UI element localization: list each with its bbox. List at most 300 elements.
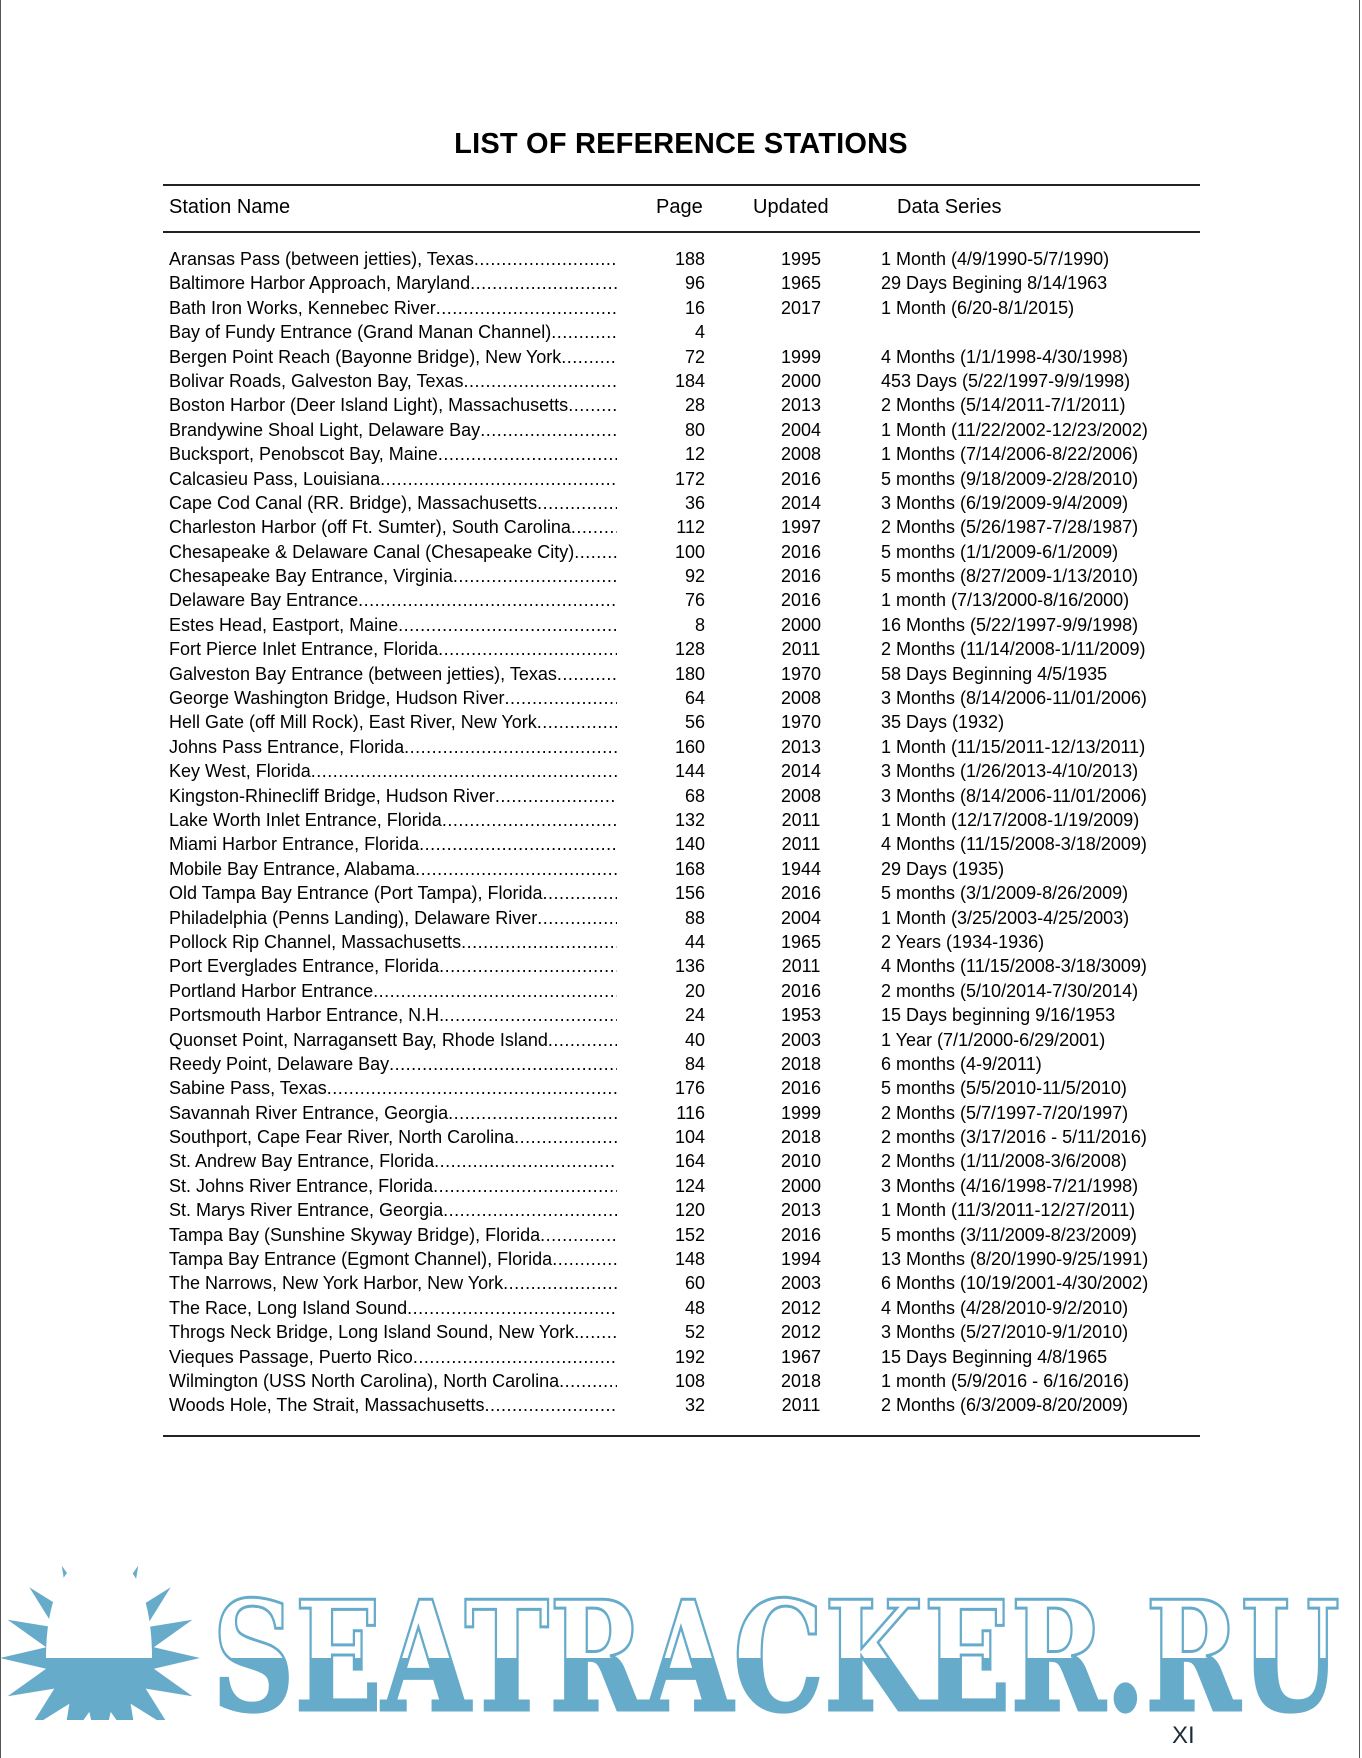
table-row [169,954,1209,978]
station-name: Throgs Neck Bridge, Long Island Sound, New York. [169,1322,580,1343]
table-row [169,930,1209,954]
dot-leader [540,1223,617,1247]
station-name: Port Everglades Entrance, Florida [169,956,440,977]
table-row [169,686,1209,710]
updated-cell: 2018 [780,1053,822,1074]
station-name-cell [169,1369,617,1393]
station-name-cell [169,1223,617,1247]
station-name: Calcasieu Pass, Louisiana [169,468,381,489]
data-series-cell: 5 months (3/11/2009-8/23/2009) [881,1224,1137,1245]
page-cell: 48 [684,1297,705,1318]
updated-cell: 1944 [780,858,822,879]
data-series-cell: 3 Months (8/14/2006-11/01/2006) [881,785,1147,806]
dot-leader [505,686,617,710]
station-name-cell [169,418,617,442]
dot-leader [407,1296,617,1320]
updated-cell: 2013 [780,395,822,416]
station-table [169,247,1209,1418]
sun-icon [0,1555,200,1720]
dot-leader [503,1271,617,1295]
station-name: Pollock Rip Channel, Massachusetts [169,931,462,952]
header-bottom-rule [163,231,1200,233]
page-cell: 92 [684,566,705,587]
station-name-cell [169,613,617,637]
updated-cell: 2016 [780,468,822,489]
updated-cell: 1967 [780,1346,822,1367]
table-row [169,1174,1209,1198]
page-cell: 128 [674,639,705,660]
station-name: Hell Gate (off Mill Rock), East River, New York [169,712,537,733]
station-name-cell [169,540,617,564]
station-name-cell [169,1076,617,1100]
updated-cell: 2014 [780,761,822,782]
station-name: Quonset Point, Narragansett Bay, Rhode Island [169,1029,548,1050]
station-name-cell [169,979,617,1003]
dot-leader [579,1320,617,1344]
table-row [169,1345,1209,1369]
dot-leader [419,832,617,856]
station-name-cell [169,1198,617,1222]
updated-cell: 2016 [780,566,822,587]
table-row [169,1223,1209,1247]
table-row [169,662,1209,686]
data-series-cell: 6 months (4-9/2011) [881,1053,1042,1074]
station-name: Kingston-Rhinecliff Bridge, Hudson River [169,785,495,806]
station-name-cell [169,393,617,417]
updated-cell: 2013 [780,736,822,757]
page-cell: 12 [684,444,705,465]
station-name: Woods Hole, The Strait, Massachusetts [169,1395,485,1416]
data-series-cell: 2 Years (1934-1936) [881,931,1045,952]
data-series-cell: 5 months (3/1/2009-8/26/2009) [881,883,1129,904]
table-row [169,1271,1209,1295]
station-name: Mobile Bay Entrance, Alabama [169,858,416,879]
page-cell: 120 [674,1200,705,1221]
station-name: Baltimore Harbor Approach, Maryland [169,273,471,294]
dot-leader [311,759,617,783]
updated-cell: 2008 [780,444,822,465]
data-series-cell: 5 months (8/27/2009-1/13/2010) [881,566,1139,587]
dot-leader [537,906,617,930]
page-cell: 176 [674,1078,705,1099]
dot-leader [571,515,617,539]
table-row [169,759,1209,783]
updated-cell: 2016 [780,1078,822,1099]
data-series-cell: 3 Months (4/16/1998-7/21/1998) [881,1175,1139,1196]
table-row [169,1393,1209,1417]
page-cell: 68 [684,785,705,806]
station-name-cell [169,784,617,808]
station-name: Miami Harbor Entrance, Florida [169,834,420,855]
station-name: Cape Cod Canal (RR. Bridge), Massachusetts [169,492,538,513]
station-name: Delaware Bay Entrance [169,590,359,611]
page-cell: 84 [684,1053,705,1074]
table-row [169,735,1209,759]
updated-cell: 2000 [780,1175,822,1196]
page-cell: 60 [684,1273,705,1294]
station-name-cell [169,710,617,734]
page-title: LIST OF REFERENCE STATIONS [454,128,908,160]
table-row [169,515,1209,539]
station-name-cell [169,491,617,515]
dot-leader [537,710,617,734]
updated-cell: 1970 [780,712,822,733]
station-name-cell [169,686,617,710]
updated-cell: 2016 [780,590,822,611]
table-row [169,247,1209,271]
updated-cell: 2003 [780,1273,822,1294]
station-name-cell [169,662,617,686]
station-name-cell [169,637,617,661]
updated-cell: 1994 [780,1249,822,1270]
dot-leader [433,1174,617,1198]
dot-leader [358,588,617,612]
table-row [169,906,1209,930]
data-series-cell: 2 Months (5/14/2011-7/1/2011) [881,395,1126,416]
station-name-cell [169,735,617,759]
dot-leader [559,1369,617,1393]
table-row [169,369,1209,393]
data-series-cell: 1 Month (3/25/2003-4/25/2003) [881,907,1130,928]
station-name-cell [169,1149,617,1173]
dot-leader [543,881,618,905]
dot-leader [552,1247,617,1271]
dot-leader [438,637,617,661]
updated-cell: 2011 [781,956,821,977]
data-series-cell: 2 Months (1/11/2008-3/6/2008) [881,1151,1127,1172]
updated-cell: 1997 [780,517,822,538]
page-cell: 116 [676,1102,705,1123]
data-series-cell: 15 Days beginning 9/16/1953 [881,1005,1116,1026]
dot-leader [474,247,617,271]
dot-leader [380,467,617,491]
table-row [169,467,1209,491]
station-name: Key West, Florida [169,761,311,782]
station-name-cell [169,832,617,856]
page-cell: 96 [684,273,705,294]
station-name-cell [169,271,617,295]
table-row [169,1296,1209,1320]
table-row [169,613,1209,637]
page-cell: 88 [684,907,705,928]
station-name-cell [169,515,617,539]
updated-cell: 1970 [780,663,822,684]
table-row [169,1198,1209,1222]
table-row [169,564,1209,588]
table-row [169,1320,1209,1344]
page-cell: 8 [694,614,705,635]
dot-leader [439,954,617,978]
data-series-cell: 29 Days Begining 8/14/1963 [881,273,1108,294]
table-row [169,881,1209,905]
station-name: Southport, Cape Fear River, North Carolina [169,1127,515,1148]
table-row [169,637,1209,661]
station-name-cell [169,1247,617,1271]
data-series-cell: 4 Months (4/28/2010-9/2/2010) [881,1297,1129,1318]
data-series-cell: 1 Months (7/14/2006-8/22/2006) [881,444,1139,465]
table-row [169,271,1209,295]
page-cell: 108 [674,1370,705,1391]
data-series-cell: 13 Months (8/20/1990-9/25/1991) [881,1249,1149,1270]
dot-leader [470,271,617,295]
page-cell: 192 [674,1346,705,1367]
page-cell: 112 [676,517,705,538]
page-cell: 188 [674,249,705,269]
table-row [169,1003,1209,1027]
updated-cell: 1999 [780,346,822,367]
updated-cell: 2017 [780,297,822,318]
dot-leader [413,1345,617,1369]
dot-leader [444,1003,617,1027]
table-row [169,296,1209,320]
page-cell: 156 [674,883,705,904]
station-name: Sabine Pass, Texas [169,1078,327,1099]
data-series-cell: 29 Days (1935) [881,858,1005,879]
updated-cell: 2018 [780,1127,822,1148]
dot-leader [436,296,617,320]
station-name-cell [169,442,617,466]
data-series-cell: 1 month (7/13/2000-8/16/2000) [881,590,1130,611]
table-row [169,442,1209,466]
header-station-name: Station Name [169,196,291,218]
station-name-cell [169,1296,617,1320]
station-name-cell [169,345,617,369]
data-series-cell: 1 Month (11/3/2011-12/27/2011) [881,1200,1136,1221]
data-series-cell: 3 Months (8/14/2006-11/01/2006) [881,688,1147,709]
station-name: George Washington Bridge, Hudson River [169,688,505,709]
dot-leader [551,320,617,344]
updated-cell: 2016 [780,883,822,904]
dot-leader [495,784,617,808]
station-name: St. Johns River Entrance, Florida [169,1175,434,1196]
dot-leader [480,418,617,442]
updated-cell: 2016 [780,1224,822,1245]
dot-leader [548,1028,617,1052]
data-series-cell: 2 Months (6/3/2009-8/20/2009) [881,1395,1129,1416]
updated-cell: 1953 [780,1005,822,1026]
dot-leader [484,1393,617,1417]
dot-leader [448,1101,617,1125]
page-cell: 144 [674,761,705,782]
station-name: Chesapeake & Delaware Canal (Chesapeake City) [169,541,575,562]
dot-leader [404,735,617,759]
updated-cell: 2000 [780,614,822,635]
station-name: Chesapeake Bay Entrance, Virginia [169,566,453,587]
station-name-cell [169,320,617,344]
station-name: Savannah River Entrance, Georgia [169,1102,449,1123]
station-name-cell [169,1271,617,1295]
page-cell: 72 [684,346,705,367]
data-series-cell: 2 Months (5/26/1987-7/28/1987) [881,517,1139,538]
table-row [169,540,1209,564]
data-series-cell: 1 month (5/9/2016 - 6/16/2016) [881,1370,1130,1391]
updated-cell: 2011 [781,834,821,855]
station-name-cell [169,808,617,832]
page-cell: 180 [674,663,705,684]
updated-cell: 2004 [780,419,822,440]
data-series-cell: 2 Months (11/14/2008-1/11/2009) [881,639,1146,660]
table-row [169,979,1209,1003]
page-cell: 32 [684,1395,705,1416]
data-series-cell: 15 Days Beginning 4/8/1965 [881,1346,1108,1367]
seatracker-watermark-logo [0,1550,1362,1720]
data-series-cell: 2 months (3/17/2016 - 5/11/2016) [881,1127,1147,1148]
page-cell: 40 [684,1029,705,1050]
header-top-rule [163,184,1200,186]
station-name: St. Andrew Bay Entrance, Florida [169,1151,435,1172]
table-row [169,808,1209,832]
station-name-cell [169,906,617,930]
data-series-cell: 1 Year (7/1/2000-6/29/2001) [881,1029,1106,1050]
table-row [169,491,1209,515]
station-name-cell [169,881,617,905]
station-name-cell [169,369,617,393]
table-row [169,320,1209,344]
header-data-series: Data Series [897,196,1002,218]
dot-leader [373,979,617,1003]
station-name-cell [169,1052,617,1076]
page-cell: 152 [674,1224,705,1245]
updated-cell: 1995 [780,249,822,269]
page-cell: 132 [674,809,705,830]
updated-cell: 2008 [780,688,822,709]
data-series-cell: 453 Days (5/22/1997-9/9/1998) [881,370,1131,391]
updated-cell: 2011 [781,639,821,660]
updated-cell: 2016 [780,541,822,562]
page-cell: 172 [674,468,705,489]
station-name: Portland Harbor Entrance [169,980,374,1001]
updated-cell: 2012 [780,1322,822,1343]
station-name-cell [169,1003,617,1027]
updated-cell: 2008 [780,785,822,806]
page-cell: 168 [674,858,705,879]
data-series-cell: 35 Days (1932) [881,712,1005,733]
page-cell: 4 [694,322,705,343]
updated-cell: 2004 [780,907,822,928]
updated-cell: 2011 [781,809,821,830]
station-name-cell [169,1320,617,1344]
table-row [169,1052,1209,1076]
dot-leader [415,857,617,881]
table-row [169,588,1209,612]
updated-cell: 2013 [780,1200,822,1221]
page-cell: 160 [674,736,705,757]
dot-leader [327,1076,617,1100]
station-name-cell [169,954,617,978]
updated-cell: 2016 [780,980,822,1001]
station-name-cell [169,759,617,783]
table-row [169,393,1209,417]
data-series-cell: 1 Month (4/9/1990-5/7/1990) [881,249,1110,269]
updated-cell: 2014 [780,492,822,513]
updated-cell: 2010 [780,1151,822,1172]
page-border-left [0,0,1,1758]
station-name: Fort Pierce Inlet Entrance, Florida [169,639,439,660]
table-row [169,418,1209,442]
station-name: Tampa Bay Entrance (Egmont Channel), Florida [169,1249,553,1270]
station-name: Philadelphia (Penns Landing), Delaware River [169,907,538,928]
data-series-cell: 4 Months (11/15/2008-3/18/2009) [881,834,1147,855]
table-row [169,1149,1209,1173]
page-cell: 184 [674,370,705,391]
dot-leader [438,442,617,466]
updated-cell: 2000 [780,370,822,391]
station-name: Brandywine Shoal Light, Delaware Bay [169,419,481,440]
page-cell: 76 [684,590,705,611]
page-cell: 64 [684,688,705,709]
station-name-cell [169,1393,617,1417]
station-name: Bolivar Roads, Galveston Bay, Texas [169,370,464,391]
table-row [169,784,1209,808]
updated-cell: 1965 [780,931,822,952]
header-updated: Updated [753,196,829,218]
page-cell: 44 [684,931,705,952]
station-name: Portsmouth Harbor Entrance, N.H. [169,1005,445,1026]
station-name: The Narrows, New York Harbor, New York [169,1273,504,1294]
table-row [169,710,1209,734]
watermark-text: SEATRACKER.RU [212,1567,1340,1720]
dot-leader [561,345,617,369]
updated-cell: 1999 [780,1102,822,1123]
dot-leader [568,393,617,417]
data-series-cell: 5 months (5/5/2010-11/5/2010) [881,1078,1127,1099]
dot-leader [574,540,617,564]
dot-leader [537,491,617,515]
page-cell: 136 [674,956,705,977]
table-row [169,1247,1209,1271]
station-name: Bay of Fundy Entrance (Grand Manan Channel) [169,322,552,343]
table-row [169,1101,1209,1125]
page-cell: 104 [674,1127,705,1148]
page-cell: 124 [674,1175,705,1196]
station-name-cell [169,467,617,491]
page-cell: 100 [674,541,705,562]
dot-leader [557,662,617,686]
station-name: Old Tampa Bay Entrance (Port Tampa), Florida [169,883,543,904]
page-cell: 28 [684,395,705,416]
station-name-cell [169,1028,617,1052]
data-series-cell: 1 Month (11/22/2002-12/23/2002) [881,419,1148,440]
page-cell: 36 [684,492,705,513]
station-name-cell [169,247,617,271]
page-cell: 140 [674,834,705,855]
data-series-cell: 3 Months (1/26/2013-4/10/2013) [881,761,1139,782]
updated-cell: 1965 [780,273,822,294]
data-series-cell: 58 Days Beginning 4/5/1935 [881,663,1108,684]
station-name-cell [169,564,617,588]
station-name-cell [169,1345,617,1369]
station-name-cell [169,588,617,612]
station-name: Johns Pass Entrance, Florida [169,736,405,757]
station-name: Bath Iron Works, Kennebec River [169,297,436,318]
updated-cell: 2003 [780,1029,822,1050]
table-row [169,832,1209,856]
dot-leader [463,369,617,393]
data-series-cell: 5 months (1/1/2009-6/1/2009) [881,541,1119,562]
dot-leader [389,1052,617,1076]
data-series-cell: 4 Months (1/1/1998-4/30/1998) [881,346,1129,367]
page-cell: 164 [674,1151,705,1172]
station-name: Galveston Bay Entrance (between jetties), Texas [169,663,557,684]
page-cell: 148 [674,1249,705,1270]
station-name: Bergen Point Reach (Bayonne Bridge), New York [169,346,562,367]
dot-leader [461,930,617,954]
dot-leader [514,1125,617,1149]
page-cell: 56 [684,712,705,733]
dot-leader [442,808,617,832]
table-row [169,857,1209,881]
data-series-cell: 16 Months (5/22/1997-9/9/1998) [881,614,1139,635]
